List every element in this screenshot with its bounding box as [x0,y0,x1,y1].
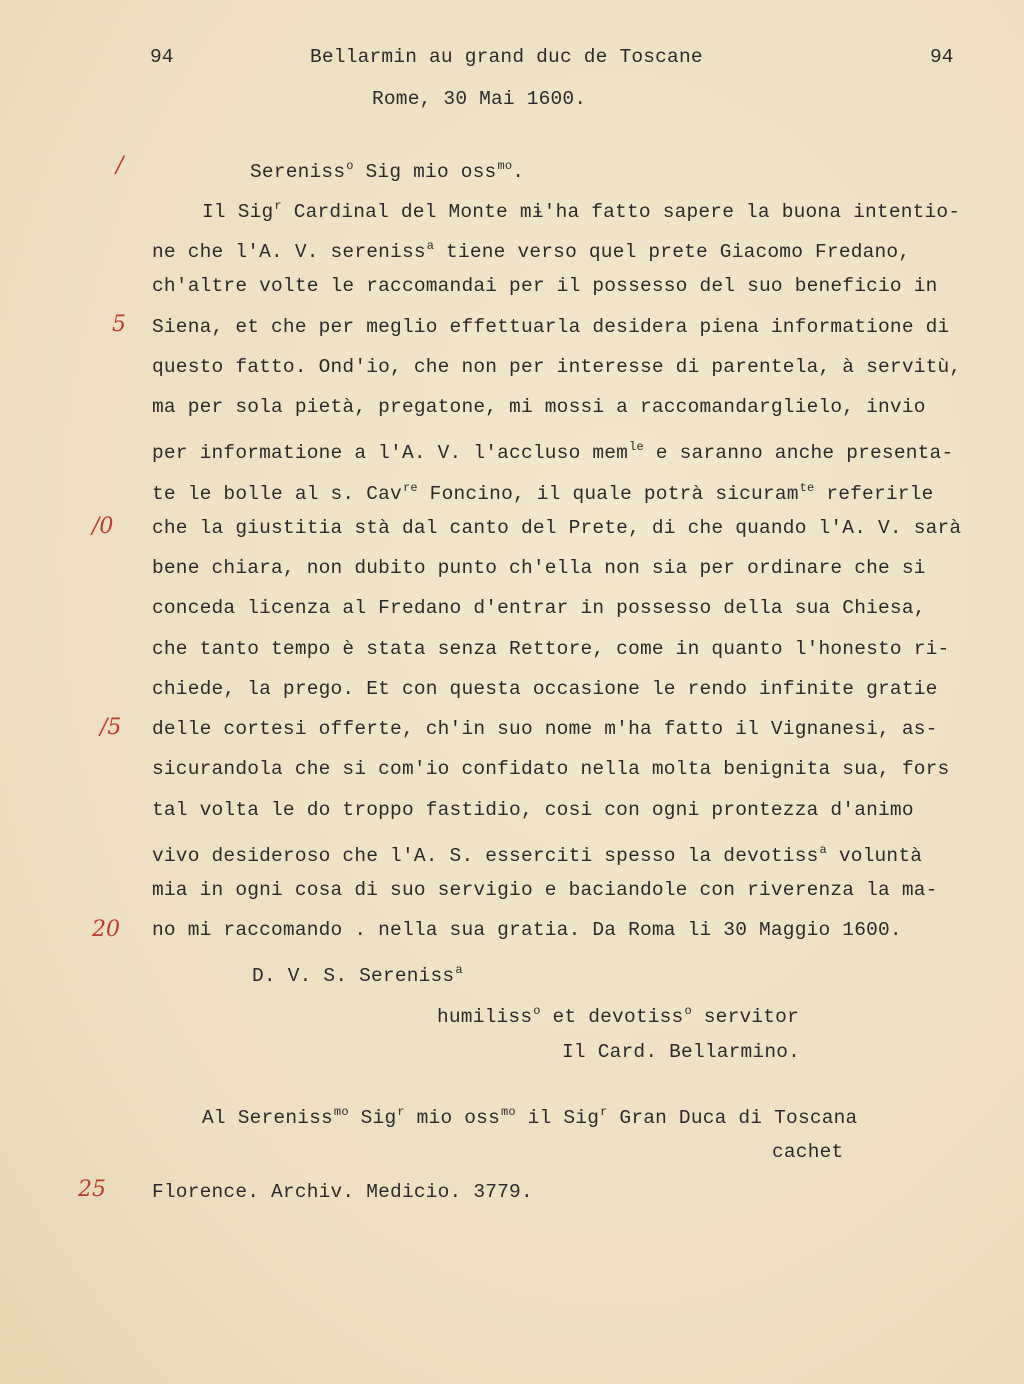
body-line-10: bene chiara, non dubito punto ch'ella non sia per ordinare che si [152,557,926,579]
body-line-6: ma per sola pietà, pregatone, mi mossi a raccomandarglielo, invio [152,396,926,418]
body-line-1: Il Sig$^r$ Cardinal del Monte mɨ'ha fatto sapere la buona intentio- [202,199,961,223]
margin-mark-25: 25 [78,1177,106,1202]
closing-address: D. V. S. Sereniss$^a$ [252,963,463,987]
body-line-7: per informatione a l'A. V. l'accluso mem$^{le}$ e saranno anche presenta- [152,440,954,464]
closing-formula: humiliss$^o$ et devotiss$^o$ servitor [437,1004,799,1028]
body-line-16: tal volta le do troppo fastidio, cosi con ogni prontezza d'animo [152,799,914,821]
margin-mark-10: /0 [92,514,114,539]
body-line-2: ne che l'A. V. sereniss$^a$ tiene verso quel prete Giacomo Fredano, [152,239,911,263]
page-title: Bellarmin au grand duc de Toscane [310,46,703,68]
dateline: Rome, 30 Mai 1600. [372,88,587,110]
body-line-18: mia in ogni cosa di suo servigio e baciandole con riverenza la ma- [152,879,938,901]
body-line-5: questo fatto. Ond'io, che non per interesse di parentela, à servitù, [152,356,962,378]
margin-mark-5: 5 [112,312,126,337]
body-line-8: te le bolle al s. Cav$^{re}$ Foncino, il quale potrà sicuram$^{te}$ referirle [152,481,934,505]
body-line-14: delle cortesi offerte, ch'in suo nome m'ha fatto il Vignanesi, as- [152,718,938,740]
signature: Il Card. Bellarmino. [562,1041,801,1063]
body-line-15: sicurandola che si com'io confidato nella molta benignita sua, fors [152,758,950,780]
body-line-19: no mi raccomando . nella sua gratia. Da Roma li 30 Maggio 1600. [152,919,902,941]
body-line-3: ch'altre volte le raccomandai per il possesso del suo beneficio in [152,275,938,297]
recipient-address: Al Sereniss$^{mo}$ Sig$^r$ mio oss$^{mo}$ il Sig$^r$ Gran Duca di Toscana [202,1105,858,1129]
body-line-4: Siena, et che per meglio effettuarla desidera piena informatione di [152,316,950,338]
margin-mark-1: / [116,153,124,178]
salutation: Sereniss$^o$ Sig mio oss$^{mo}$. [250,159,525,183]
margin-mark-20: 20 [92,917,120,942]
archive-source: Florence. Archiv. Medicio. 3779. [152,1181,533,1203]
page-number-right: 94 [930,46,954,68]
body-line-9: che la giustitia stà dal canto del Prete, di che quando l'A. V. sarà [152,517,962,539]
body-line-12: che tanto tempo è stata senza Rettore, come in quanto l'honesto ri- [152,638,950,660]
margin-mark-15: /5 [100,715,122,740]
body-line-11: conceda licenza al Fredano d'entrar in possesso della sua Chiesa, [152,597,926,619]
cachet-note: cachet [772,1141,844,1163]
body-line-13: chiede, la prego. Et con questa occasione le rendo infinite gratie [152,678,938,700]
body-line-17: vivo desideroso che l'A. S. esserciti spesso la devotiss$^a$ voluntà [152,843,923,867]
page-number-left: 94 [150,46,174,68]
